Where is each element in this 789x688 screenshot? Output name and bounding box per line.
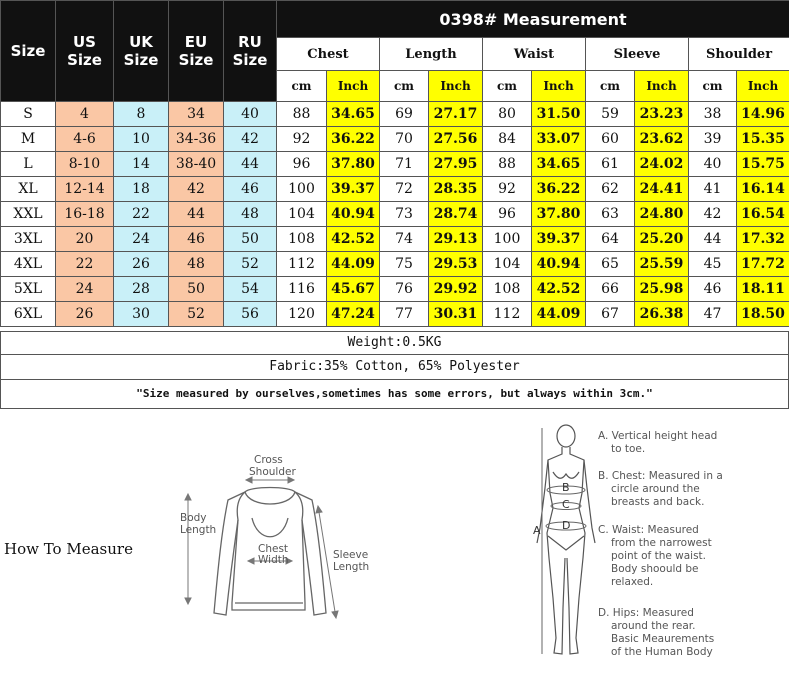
cell-shoulder-cm: 42 [689, 202, 737, 227]
table-row [1, 277, 789, 302]
cell-length-inch: 29.53 [429, 252, 483, 277]
body-length-label-1: Body [180, 512, 207, 524]
cell-eu: 48 [169, 252, 224, 277]
cell-uk: 30 [114, 302, 169, 327]
cell-shoulder-cm: 40 [689, 152, 737, 177]
cell-us: 26 [56, 302, 114, 327]
cell-shoulder-inch: 16.14 [737, 177, 789, 202]
garment-labels [180, 454, 369, 573]
cell-size: M [1, 127, 56, 152]
cell-us: 12-14 [56, 177, 114, 202]
cell-waist-inch: 37.80 [532, 202, 586, 227]
cell-chest-cm: 88 [277, 102, 327, 127]
cell-sleeve-inch: 24.41 [635, 177, 689, 202]
cell-sleeve-cm: 66 [586, 277, 635, 302]
cell-chest-inch: 37.80 [327, 152, 380, 177]
cell-ru: 50 [224, 227, 277, 252]
cell-sleeve-inch: 26.38 [635, 302, 689, 327]
unit-inch: Inch [429, 71, 483, 102]
cell-length-cm: 70 [380, 127, 429, 152]
cell-shoulder-cm: 46 [689, 277, 737, 302]
cell-us: 24 [56, 277, 114, 302]
cell-shoulder-cm: 47 [689, 302, 737, 327]
cell-sleeve-inch: 23.62 [635, 127, 689, 152]
cell-length-inch: 27.95 [429, 152, 483, 177]
cell-ru: 46 [224, 177, 277, 202]
header-waist: Waist [483, 38, 586, 71]
cell-shoulder-inch: 14.96 [737, 102, 789, 127]
cell-chest-cm: 108 [277, 227, 327, 252]
cell-chest-cm: 112 [277, 252, 327, 277]
cell-uk: 26 [114, 252, 169, 277]
body-figure [537, 425, 595, 654]
cell-sleeve-inch: 25.20 [635, 227, 689, 252]
header-length: Length [380, 38, 483, 71]
cell-sleeve-inch: 25.59 [635, 252, 689, 277]
cell-chest-inch: 36.22 [327, 127, 380, 152]
cell-waist-inch: 34.65 [532, 152, 586, 177]
cell-waist-cm: 100 [483, 227, 532, 252]
cell-size: S [1, 102, 56, 127]
header-ru-size: RU Size [224, 1, 277, 102]
cell-chest-cm: 116 [277, 277, 327, 302]
table-row [1, 227, 789, 252]
cell-sleeve-cm: 61 [586, 152, 635, 177]
letter-d: D [562, 519, 571, 532]
size-chart-table [0, 0, 789, 327]
cell-length-inch: 29.92 [429, 277, 483, 302]
cell-sleeve-inch: 24.02 [635, 152, 689, 177]
cell-shoulder-cm: 41 [689, 177, 737, 202]
cell-length-cm: 77 [380, 302, 429, 327]
cell-uk: 8 [114, 102, 169, 127]
header-uk-size: UK Size [114, 1, 169, 102]
cell-waist-cm: 108 [483, 277, 532, 302]
chest-width-label-2: Width [258, 554, 289, 566]
weight-info: Weight:0.5KG [0, 331, 789, 355]
cell-chest-inch: 40.94 [327, 202, 380, 227]
cell-shoulder-inch: 17.72 [737, 252, 789, 277]
cell-shoulder-inch: 17.32 [737, 227, 789, 252]
unit-cm: cm [277, 71, 327, 102]
cell-length-inch: 29.13 [429, 227, 483, 252]
unit-cm: cm [380, 71, 429, 102]
size-table-body [1, 102, 789, 327]
cell-size: XL [1, 177, 56, 202]
cross-shoulder-label-1: Cross [254, 454, 283, 466]
cell-eu: 44 [169, 202, 224, 227]
unit-cm: cm [483, 71, 532, 102]
note-b: B. Chest: Measured in a circle around the breasts and back. [598, 470, 723, 508]
cell-ru: 42 [224, 127, 277, 152]
cell-length-cm: 75 [380, 252, 429, 277]
cell-chest-inch: 34.65 [327, 102, 380, 127]
cell-waist-cm: 112 [483, 302, 532, 327]
cell-us: 4-6 [56, 127, 114, 152]
cell-sleeve-inch: 23.23 [635, 102, 689, 127]
cell-sleeve-cm: 59 [586, 102, 635, 127]
cell-uk: 28 [114, 277, 169, 302]
cell-shoulder-cm: 39 [689, 127, 737, 152]
disclaimer-note: "Size measured by ourselves,sometimes has some errors, but always within 3cm." [0, 379, 789, 409]
cross-shoulder-label-2: Shoulder [249, 466, 296, 478]
sleeve-length-label-1: Sleeve [333, 549, 369, 561]
body-length-label-2: Length [180, 524, 217, 536]
cell-length-inch: 28.35 [429, 177, 483, 202]
cell-us: 22 [56, 252, 114, 277]
cell-size: 6XL [1, 302, 56, 327]
cell-waist-inch: 31.50 [532, 102, 586, 127]
cell-chest-cm: 104 [277, 202, 327, 227]
table-row [1, 177, 789, 202]
how-to-measure-label: How To Measure [4, 540, 133, 558]
cell-ru: 40 [224, 102, 277, 127]
cell-uk: 14 [114, 152, 169, 177]
cell-chest-inch: 47.24 [327, 302, 380, 327]
cell-us: 16-18 [56, 202, 114, 227]
cell-sleeve-cm: 65 [586, 252, 635, 277]
cell-length-cm: 73 [380, 202, 429, 227]
cell-waist-cm: 96 [483, 202, 532, 227]
cell-chest-inch: 42.52 [327, 227, 380, 252]
cell-shoulder-cm: 45 [689, 252, 737, 277]
unit-inch: Inch [737, 71, 789, 102]
cell-sleeve-cm: 62 [586, 177, 635, 202]
cell-chest-cm: 96 [277, 152, 327, 177]
cell-sleeve-inch: 25.98 [635, 277, 689, 302]
cell-shoulder-inch: 16.54 [737, 202, 789, 227]
cell-uk: 22 [114, 202, 169, 227]
cell-waist-cm: 80 [483, 102, 532, 127]
cell-chest-cm: 92 [277, 127, 327, 152]
cell-shoulder-inch: 18.11 [737, 277, 789, 302]
cell-uk: 24 [114, 227, 169, 252]
cell-ru: 48 [224, 202, 277, 227]
table-row [1, 152, 789, 177]
measurement-title: 0398# Measurement [277, 1, 789, 38]
cell-shoulder-cm: 44 [689, 227, 737, 252]
cell-sleeve-cm: 67 [586, 302, 635, 327]
table-row [1, 302, 789, 327]
cell-length-inch: 30.31 [429, 302, 483, 327]
table-row [1, 252, 789, 277]
cell-waist-inch: 36.22 [532, 177, 586, 202]
cell-length-inch: 28.74 [429, 202, 483, 227]
unit-inch: Inch [532, 71, 586, 102]
header-chest: Chest [277, 38, 380, 71]
cell-length-cm: 76 [380, 277, 429, 302]
cell-waist-inch: 40.94 [532, 252, 586, 277]
cell-waist-inch: 44.09 [532, 302, 586, 327]
cell-chest-cm: 120 [277, 302, 327, 327]
unit-cm: cm [689, 71, 737, 102]
cell-waist-inch: 42.52 [532, 277, 586, 302]
cell-uk: 10 [114, 127, 169, 152]
header-shoulder: Shoulder [689, 38, 789, 71]
cell-waist-inch: 33.07 [532, 127, 586, 152]
cell-length-cm: 74 [380, 227, 429, 252]
cell-chest-inch: 39.37 [327, 177, 380, 202]
cell-sleeve-cm: 64 [586, 227, 635, 252]
unit-inch: Inch [635, 71, 689, 102]
cell-length-cm: 72 [380, 177, 429, 202]
cell-waist-cm: 88 [483, 152, 532, 177]
cell-size: XXL [1, 202, 56, 227]
cell-us: 8-10 [56, 152, 114, 177]
cell-chest-cm: 100 [277, 177, 327, 202]
cell-ru: 52 [224, 252, 277, 277]
chest-width-label-1: Chest [258, 543, 289, 555]
cell-uk: 18 [114, 177, 169, 202]
fabric-info: Fabric:35% Cotton, 65% Polyester [0, 354, 789, 380]
cell-size: L [1, 152, 56, 177]
note-d: D. Hips: Measured around the rear. Basic Meaurements of the Human Body [598, 607, 715, 658]
cell-us: 4 [56, 102, 114, 127]
cell-sleeve-inch: 24.80 [635, 202, 689, 227]
table-row [1, 202, 789, 227]
cell-eu: 34 [169, 102, 224, 127]
table-row [1, 127, 789, 152]
header-size: Size [1, 1, 56, 102]
header-sleeve: Sleeve [586, 38, 689, 71]
cell-eu: 50 [169, 277, 224, 302]
cell-sleeve-cm: 60 [586, 127, 635, 152]
sleeve-length-label-2: Length [333, 561, 370, 573]
note-a: A. Vertical height head to toe. [598, 430, 718, 455]
table-row [1, 102, 789, 127]
cell-shoulder-cm: 38 [689, 102, 737, 127]
header-eu-size: EU Size [169, 1, 224, 102]
cell-shoulder-inch: 15.75 [737, 152, 789, 177]
cell-eu: 46 [169, 227, 224, 252]
cell-waist-cm: 104 [483, 252, 532, 277]
cell-size: 3XL [1, 227, 56, 252]
cell-chest-inch: 44.09 [327, 252, 380, 277]
cell-length-inch: 27.56 [429, 127, 483, 152]
letter-b: B [562, 481, 570, 494]
cell-waist-cm: 84 [483, 127, 532, 152]
cell-size: 5XL [1, 277, 56, 302]
header-us-size: US Size [56, 1, 114, 102]
cell-eu: 52 [169, 302, 224, 327]
cell-shoulder-inch: 18.50 [737, 302, 789, 327]
cell-ru: 56 [224, 302, 277, 327]
cell-eu: 34-36 [169, 127, 224, 152]
unit-cm: cm [586, 71, 635, 102]
cell-us: 20 [56, 227, 114, 252]
cell-chest-inch: 45.67 [327, 277, 380, 302]
note-c: C. Waist: Measured from the narrowest point of the waist. Body shoould be relaxed. [598, 524, 712, 588]
cell-eu: 42 [169, 177, 224, 202]
cell-ru: 44 [224, 152, 277, 177]
letter-a: A [533, 524, 541, 537]
cell-length-cm: 71 [380, 152, 429, 177]
cell-size: 4XL [1, 252, 56, 277]
cell-shoulder-inch: 15.35 [737, 127, 789, 152]
cell-length-cm: 69 [380, 102, 429, 127]
cell-sleeve-cm: 63 [586, 202, 635, 227]
cell-length-inch: 27.17 [429, 102, 483, 127]
cell-waist-inch: 39.37 [532, 227, 586, 252]
cell-ru: 54 [224, 277, 277, 302]
letter-c: C [562, 498, 570, 511]
unit-inch: Inch [327, 71, 380, 102]
cell-waist-cm: 92 [483, 177, 532, 202]
cell-eu: 38-40 [169, 152, 224, 177]
